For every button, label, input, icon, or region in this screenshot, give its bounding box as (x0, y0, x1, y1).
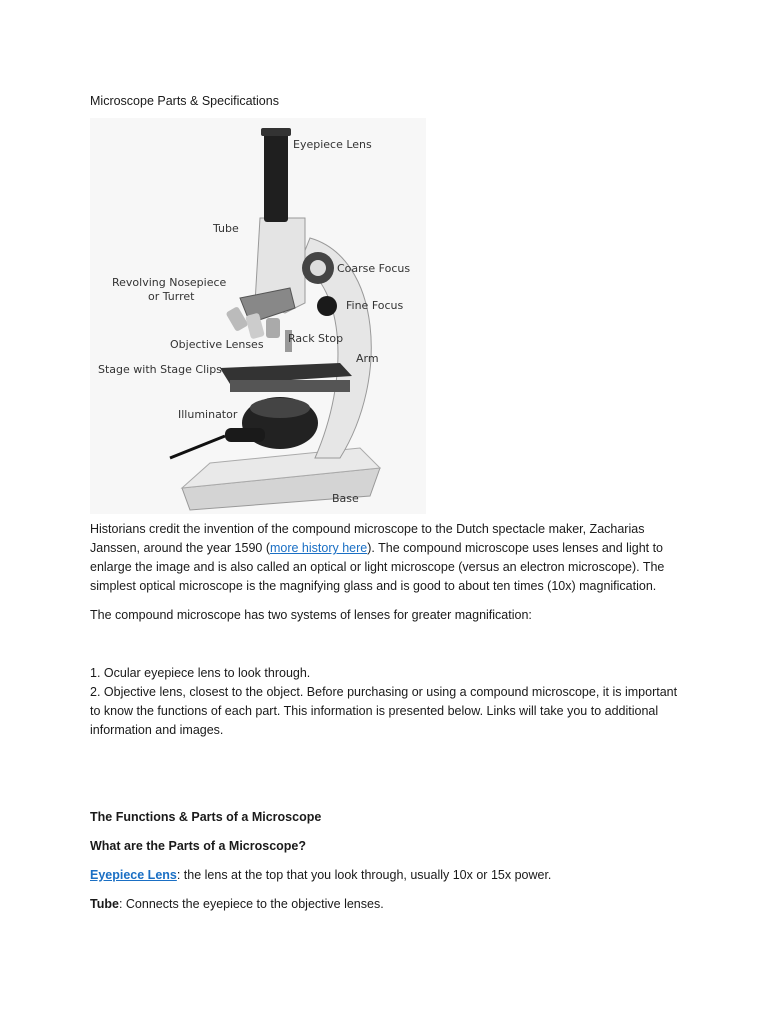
label-rack-stop: Rack Stop (288, 332, 344, 345)
label-nosepiece-line2: or Turret (148, 290, 195, 303)
eyepiece-desc: : the lens at the top that you look through, usually 10x or 15x power. (176, 868, 552, 882)
label-stage: Stage with Stage Clips (98, 363, 222, 376)
intro-paragraph (90, 520, 680, 596)
label-illuminator: Illuminator (178, 408, 238, 421)
label-coarse-focus: Coarse Focus (337, 262, 411, 275)
tube-desc: : Connects the eyepiece to the objective lenses. (118, 897, 384, 911)
tube-definition (90, 895, 680, 914)
label-objective-lenses: Objective Lenses (170, 338, 264, 351)
eyepiece-lens-link[interactable]: Eyepiece Lens (90, 868, 177, 882)
heading-functions: The Functions & Parts of a Microscope (90, 810, 322, 824)
list-item-objective: 2. Objective lens, closest to the object. Before purchasing or using a compound microscope, it is important to know the functions of each part. This information is presented below. Links will take you to additional information and images. (90, 685, 678, 737)
label-base: Base (332, 492, 359, 505)
heading-parts: What are the Parts of a Microscope? (90, 839, 307, 853)
eyepiece-definition (90, 866, 680, 885)
tube-term: Tube (90, 897, 119, 911)
intro-text-a: Historians credit the invention of the compound microscope to the Dutch spectacle maker, Zacharias Janssen, around the year 1590 ( (90, 522, 645, 555)
more-history-link[interactable]: more history here (269, 541, 368, 555)
document-title: Microscope Parts & Specifications (90, 94, 279, 108)
list-item-ocular: 1. Ocular eyepiece lens to look through. (90, 666, 311, 680)
microscope-illustration (90, 118, 426, 514)
microscope-diagram (90, 118, 426, 514)
label-fine-focus: Fine Focus (346, 299, 404, 312)
intro-text-b: ). The compound microscope uses lenses and light to enlarge the image and is also called an optical or light microscope (versus an electron microscope). The simplest optical microscope is the magnifying glass and is good to about ten times (10x) magnification. (90, 541, 665, 593)
systems-paragraph: The compound microscope has two systems of lenses for greater magnification: (90, 608, 532, 622)
label-nosepiece-line1: Revolving Nosepiece (112, 276, 227, 289)
label-tube: Tube (213, 222, 239, 235)
label-arm: Arm (356, 352, 379, 365)
label-eyepiece: Eyepiece Lens (293, 138, 372, 151)
